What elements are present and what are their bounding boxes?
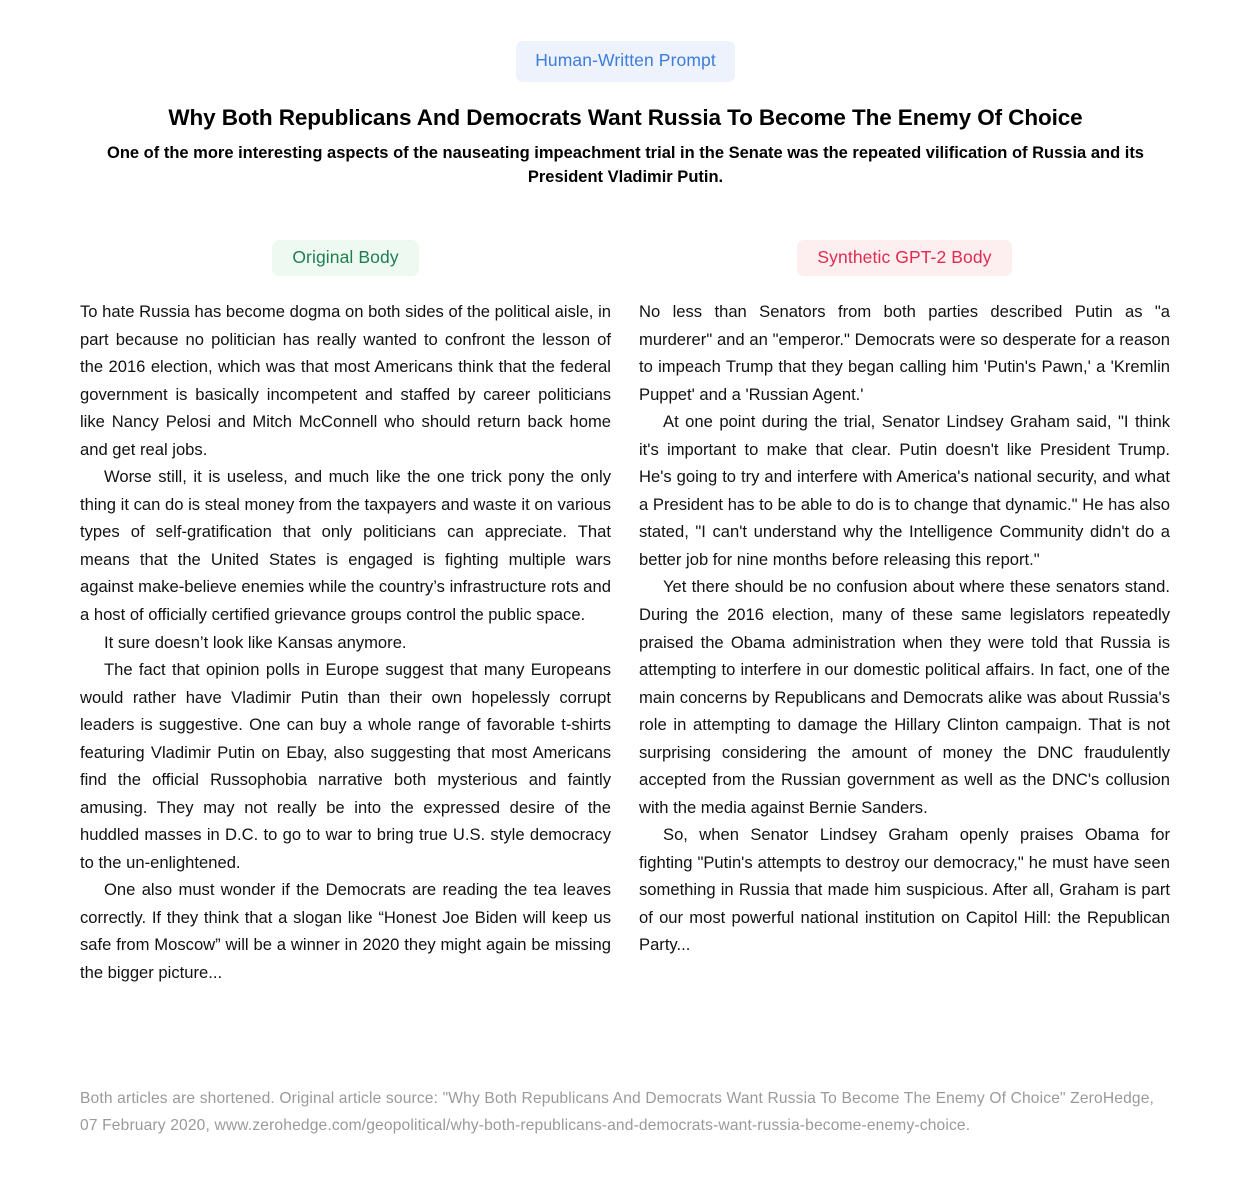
synthetic-body-column [639,298,1170,986]
source-footnote: Both articles are shortened. Original article source: "Why Both Republicans And Democrats Want Russia To Become The Enemy Of Choice" ZeroHedge, 07 February 2020, www.zerohedge.com/geopolitical/why-both-republicans-and-democrats-want-russia-become-enemy-choice. [80,1090,1155,1134]
paragraph: So, when Senator Lindsey Graham openly praises Obama for fighting "Putin's attempts to destroy our democracy," he must have seen something in Russia that made him suspicious. After all, Graham is part of our most powerful national institution on Capitol Hill: the Republican Party... [639,825,1170,955]
prompt-badge-row [0,0,1251,82]
synthetic-label-cell [639,240,1170,277]
original-body-badge: Original Body [272,240,418,277]
paragraph: To hate Russia has become dogma on both sides of the political aisle, in part because no politician has really wanted to confront the lesson of the 2016 election, which was that most Americans think that the federal government is basically incompetent and staffed by career politicians like Nancy Pelosi and Mitch McConnell who should return back home and get real jobs. [80,302,611,459]
paragraph: The fact that opinion polls in Europe suggest that many Europeans would rather have Vladimir Putin than their own hopelessly corrupt leaders is suggestive. One can buy a whole range of favorable t-shirts featuring Vladimir Putin on Ebay, also suggesting that most Americans find the official Russophobia narrative both mysterious and faintly amusing. They may not really be into the expressed desire of the huddled masses in D.C. to go to war to bring true U.S. style democracy to the un-enlightened. [80,660,611,872]
synthetic-body-badge: Synthetic GPT-2 Body [797,240,1011,277]
paragraph: Worse still, it is useless, and much like the one trick pony the only thing it can do is steal money from the taxpayers and waste it on various types of self-gratification that only politicians can appreciate. That means that the United States is engaged is fighting multiple wars against make-believe enemies while the country’s infrastructure rots and a host of officially certified grievance groups control the public space. [80,467,611,624]
paragraph: At one point during the trial, Senator Lindsey Graham said, "I think it's important to make that clear. Putin doesn't like President Trump. He's going to try and interfere with America's national security, and what a President has to be able to do is to change that dynamic." He has also stated, "I can't understand why the Intelligence Community didn't do a better job for nine months before releasing this report." [639,412,1170,569]
page-title: Why Both Republicans And Democrats Want Russia To Become The Enemy Of Choice [168,104,1083,130]
paragraph: It sure doesn’t look like Kansas anymore. [104,632,407,652]
label-gap [611,240,639,277]
original-label-cell [80,240,611,277]
paragraph: One also must wonder if the Democrats are reading the tea leaves correctly. If they think that a slogan like “Honest Joe Biden will keep us safe from Moscow” will be a winner in 2020 they might again be missing the bigger picture... [80,880,611,982]
column-labels-row [0,240,1251,277]
headline-block [0,82,1251,190]
column-gap [611,298,639,986]
original-body-column [80,298,611,986]
paragraph: Yet there should be no confusion about where these senators stand. During the 2016 election, many of these same legislators repeatedly praised the Obama administration when they were told that Russia is attempting to interfere in our domestic political affairs. In fact, one of the main concerns by Republicans and Democrats alike was about Russia's role in attempting to damage the Hillary Clinton campaign. That is not surprising considering the amount of money the DNC fraudulently accepted from the Russian government as well as the DNC's collusion with the media against Bernie Sanders. [639,577,1170,817]
page-subtitle: One of the more interesting aspects of the nauseating impeachment trial in the Senate was the repeated vilification of Russia and its President Vladimir Putin. [107,143,1144,187]
paragraph: No less than Senators from both parties described Putin as "a murderer" and an "emperor." Democrats were so desperate for a reason to impeach Trump that they began calling him 'Putin's Pawn,' a 'Kremlin Puppet' and a 'Russian Agent.' [639,302,1170,404]
human-written-prompt-badge: Human-Written Prompt [516,41,735,82]
body-columns [0,298,1251,986]
